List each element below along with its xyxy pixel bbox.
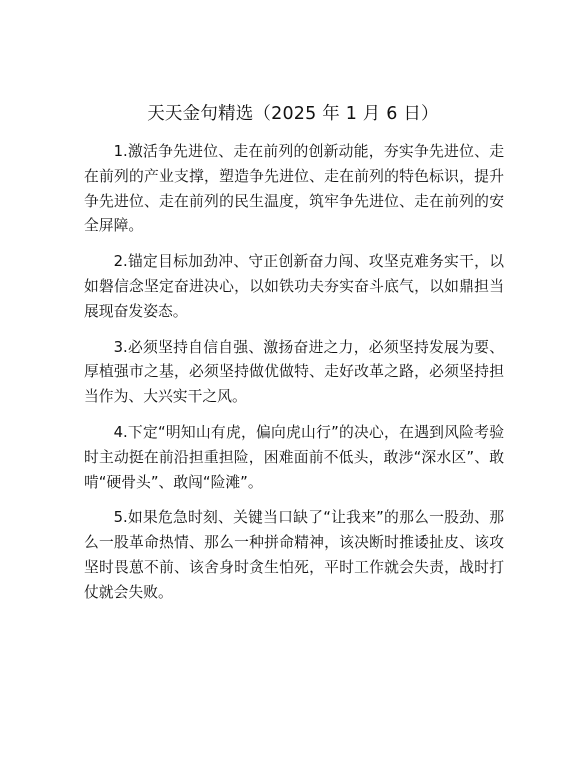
paragraph-4: 4.下定“明知山有虎，偏向虎山行”的决心，在遇到风险考验时主动挺在前沿担重担险，困难面前不低头，敢涉“深水区”、敢啃“硬骨头”、敢闯“险滩”。 (84, 423, 504, 491)
document-body (84, 140, 504, 617)
document-title: 天天金句精选（2025 年 1 月 6 日） (147, 104, 439, 124)
paragraph-1: 1.激活争先进位、走在前列的创新动能，夯实争先进位、走在前列的产业支撑，塑造争先进位、走在前列的特色标识，提升争先进位、走在前列的民生温度，筑牢争先进位、走在前列的安全屏障。 (84, 143, 504, 235)
paragraph-2: 2.锚定目标加劲冲、守正创新奋力闯、攻坚克难务实干，以如磐信念坚定奋进决心，以如铁功夫夯实奋斗底气，以如鼎担当展现奋发姿态。 (84, 253, 504, 320)
paragraph-3: 3.必须坚持自信自强、激扬奋进之力，必须坚持发展为要、厚植强市之基，必须坚持做优做特、走好改革之路，必须坚持担当作为、大兴实干之风。 (84, 338, 504, 406)
paragraph-5: 5.如果危急时刻、关键当口缺了“让我来”的那么一股劲、那么一股革命热情、那么一种拼命精神，该决断时推诿扯皮、该攻坚时畏葸不前、该舍身时贪生怕死，平时工作就会失责，战时打仗就会失败。 (84, 509, 504, 601)
